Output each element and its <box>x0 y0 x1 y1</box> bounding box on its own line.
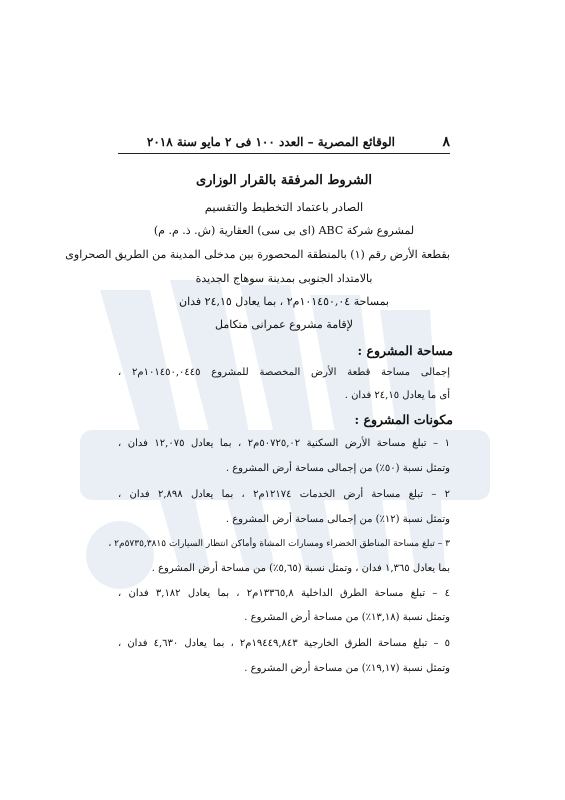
component-item-line: وتمثل نسبة (١٩,١٧٪) من مساحة أرض المشروع . <box>244 663 450 674</box>
title-line-6: بمساحة ١٠١٤٥٠,٠٤م٢ ، بما يعادل ٢٤,١٥ فدان <box>178 295 389 308</box>
title-line-3: لمشروع شركة ABC (اى بى سى) العقارية (ش. ذ. م. م) <box>153 224 415 237</box>
component-item-line: بما يعادل ١,٣٦٥ فدان ، وتمثل نسبة (٥,٦٥٪) من مساحة أرض المشروع . <box>151 563 450 574</box>
title-line-4: بقطعة الأرض رقم (١) بالمنطقة المحصورة بين مدخلى المدينة من الطريق الصحراوى <box>65 248 450 261</box>
title-line-2: الصادر باعتماد التخطيط والتقسيم <box>204 200 364 214</box>
component-item-line: وتمثل نسبة (٥٠٪) من إجمالى مساحة أرض المشروع . <box>225 463 450 474</box>
component-item-line: وتمثل نسبة (١٢٪) من إجمالى مساحة أرض المشروع . <box>225 514 450 525</box>
components-heading: مكونات المشروع : <box>354 412 453 427</box>
page-header <box>0 130 565 154</box>
component-item-line: ٥ – تبلغ مساحة الطرق الخارجية ١٩٤٤٩,٨٤٣م٢ ، بما يعادل ٤,٦٣٠ فدان ، <box>118 638 450 649</box>
component-item-line: ٤ – تبلغ مساحة الطرق الداخلية ١٣٣٦٥,٨م٢ ، بما يعادل ٣,١٨٢ فدان ، <box>118 588 450 599</box>
title-line-7: لإقامة مشروع عمرانى متكامل <box>215 318 353 331</box>
component-item-line: وتمثل نسبة (١٣,١٨٪) من مساحة أرض المشروع . <box>244 612 450 623</box>
document-title: الشروط المرفقة بالقرار الوزارى <box>195 173 373 188</box>
component-item-line: ٢ – تبلغ مساحة أرض الخدمات ١٢١٧٤م٢ ، بما يعادل ٢,٨٩٨ فدان ، <box>118 489 450 500</box>
running-title: الوقائع المصرية – العدد ١٠٠ فى ٢ مايو سنة ٢٠١٨ <box>146 135 395 149</box>
component-item-line: ١ – تبلغ مساحة الأرض السكنية ٥٠٧٢٥,٠٢م٢ ، بما يعادل ١٢,٠٧٥ فدان ، <box>118 438 450 449</box>
area-line-2: أى ما يعادل ٢٤,١٥ فدان . <box>344 390 450 401</box>
header-rule <box>118 153 450 154</box>
page-number: ٨ <box>442 134 450 150</box>
area-heading: مساحة المشروع : <box>357 343 453 358</box>
area-line-1: إجمالى مساحة قطعة الأرض المخصصة للمشروع ١٠١٤٥٠,٠٤٤٥م٢ ، <box>118 367 451 378</box>
component-item-line: ٣ – تبلغ مساحة المناطق الخضراء ومسارات المشاة وأماكن انتظار السيارات ٥٧٣٥,٣٨١٥م٢ ، <box>108 539 450 549</box>
title-line-5: بالامتداد الجنوبى بمدينة سوهاج الجديدة <box>195 272 373 285</box>
